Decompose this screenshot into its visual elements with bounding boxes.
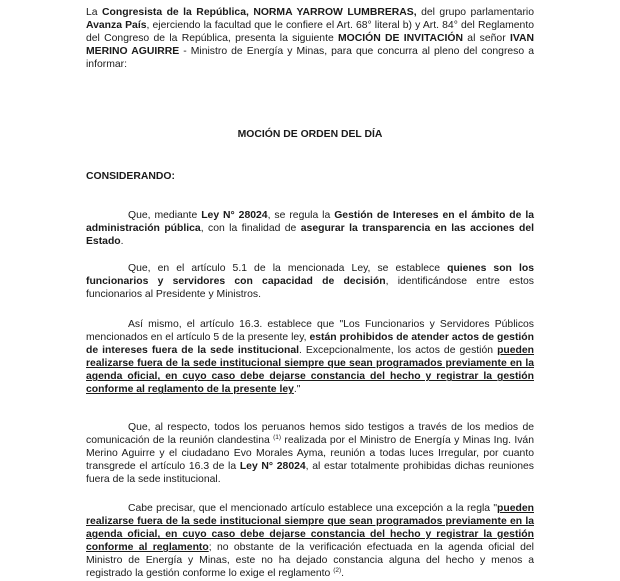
paragraph-3 (86, 318, 534, 397)
p3-text-1: Así mismo, el artículo 16.3. establece que "Los Funcionarios y Servidores Públicos mencionados en el artículo 5 de la presente ley, (86, 319, 534, 344)
footnote-ref-2: (2) (333, 567, 342, 575)
p4-text-3: , al estar totalmente prohibidas dichas reuniones fuera de la sede institucional. (86, 461, 535, 486)
intro-text-3: , ejerciendo la facultad que le confiere el Art. 68° literal b) y Art. 84° del Reglamento del Congreso de la República, presenta la siguiente (86, 20, 534, 45)
p5-underlined-exception: pueden realizarse fuera de la sede institucional siempre que sean programados previamente en la agenda oficial, en cuyo caso debe dejarse constancia del hecho y registrar la gestión conforme al reglamento (86, 503, 534, 554)
p3-underlined-exception: pueden realizarse fuera de la sede institucional siempre que sean programados previamente en la agenda oficial, en cuyo caso debe dejarse constancia del hecho y registrar la gestión conforme al reglamento de la presente ley (86, 345, 535, 396)
p4-text-2: realizada por el Ministro de Energía y Minas Ing. Iván Merino Aguirre y el ciudadano Evo Morales Ayma, reunión a todas luces Irregular, por cuanto transgrede el artículo 16.3 de la (86, 435, 534, 473)
paragraph-5 (86, 502, 534, 581)
p5-text-2: ; no obstante de la verificación efectuada en la agenda oficial del Ministro de Energía y Minas, este no ha dejado constancia alguna del hecho y menos a registrado la gestión conforme lo exige el reglamento (86, 542, 534, 580)
p5-text-3: . (341, 568, 345, 580)
p1-text-1: Que, mediante (128, 210, 202, 221)
p4-text-1: Que, al respecto, todos los peruanos hemos sido testigos a través de los medios de comunicación de la reunión clandestina (86, 422, 534, 447)
p3-text-3: ." (293, 384, 301, 396)
minister-name: IVAN MERINO AGUIRRE (86, 33, 535, 58)
p1-bold-3: asegurar la transparencia en las acciones del Estado (86, 223, 535, 248)
p1-text-3: , con la finalidad de (200, 223, 301, 235)
intro-paragraph (86, 6, 534, 71)
paragraph-1 (86, 209, 534, 248)
p3-bold-1: están prohibidos de atender actos de gestión de intereses fuera de la sede institucional (86, 332, 534, 357)
intro-text-5: - Ministro de Energía y Minas, para que concurra al pleno del congreso a informar: (86, 46, 534, 71)
p2-text-2: , identificándose entre estos funcionarios al Presidente y Ministros. (86, 276, 534, 301)
p2-text-1: Que, en el artículo 5.1 de la mencionada Ley, se establece (128, 263, 448, 274)
intro-text-1: La (86, 7, 103, 18)
p4-bold-1: Ley N° 28024 (239, 461, 306, 473)
intro-text-4: al señor (463, 33, 510, 45)
mocion-label: MOCIÓN DE INVITACIÓN (338, 33, 464, 45)
paragraph-2 (86, 262, 534, 301)
footnote-ref-1: (1) (273, 434, 282, 442)
paragraph-4 (86, 421, 534, 486)
document-title: MOCIÓN DE ORDEN DEL DÍA (237, 129, 383, 140)
p1-bold-2: Gestión de Intereses en el ámbito de la administración pública (86, 210, 534, 235)
p5-text-1: Cabe precisar, que el mencionado artículo establece una excepción a la regla " (128, 503, 498, 514)
p1-bold-1: Ley N° 28024 (201, 210, 268, 221)
congresista-name: Congresista de la República, NORMA YARROW LUMBRERAS, (102, 7, 417, 18)
p1-text-2: , se regula la (267, 210, 335, 221)
p1-text-4: . (120, 236, 124, 248)
considerando-heading: CONSIDERANDO: (86, 171, 175, 182)
p2-bold-1: quienes son los funcionarios y servidores con capacidad de decisión (86, 263, 534, 288)
grupo-name: Avanza País (86, 20, 147, 32)
intro-text-2: del grupo parlamentario (416, 7, 535, 18)
p3-text-2: . Excepcionalmente, los actos de gestión (299, 345, 498, 357)
